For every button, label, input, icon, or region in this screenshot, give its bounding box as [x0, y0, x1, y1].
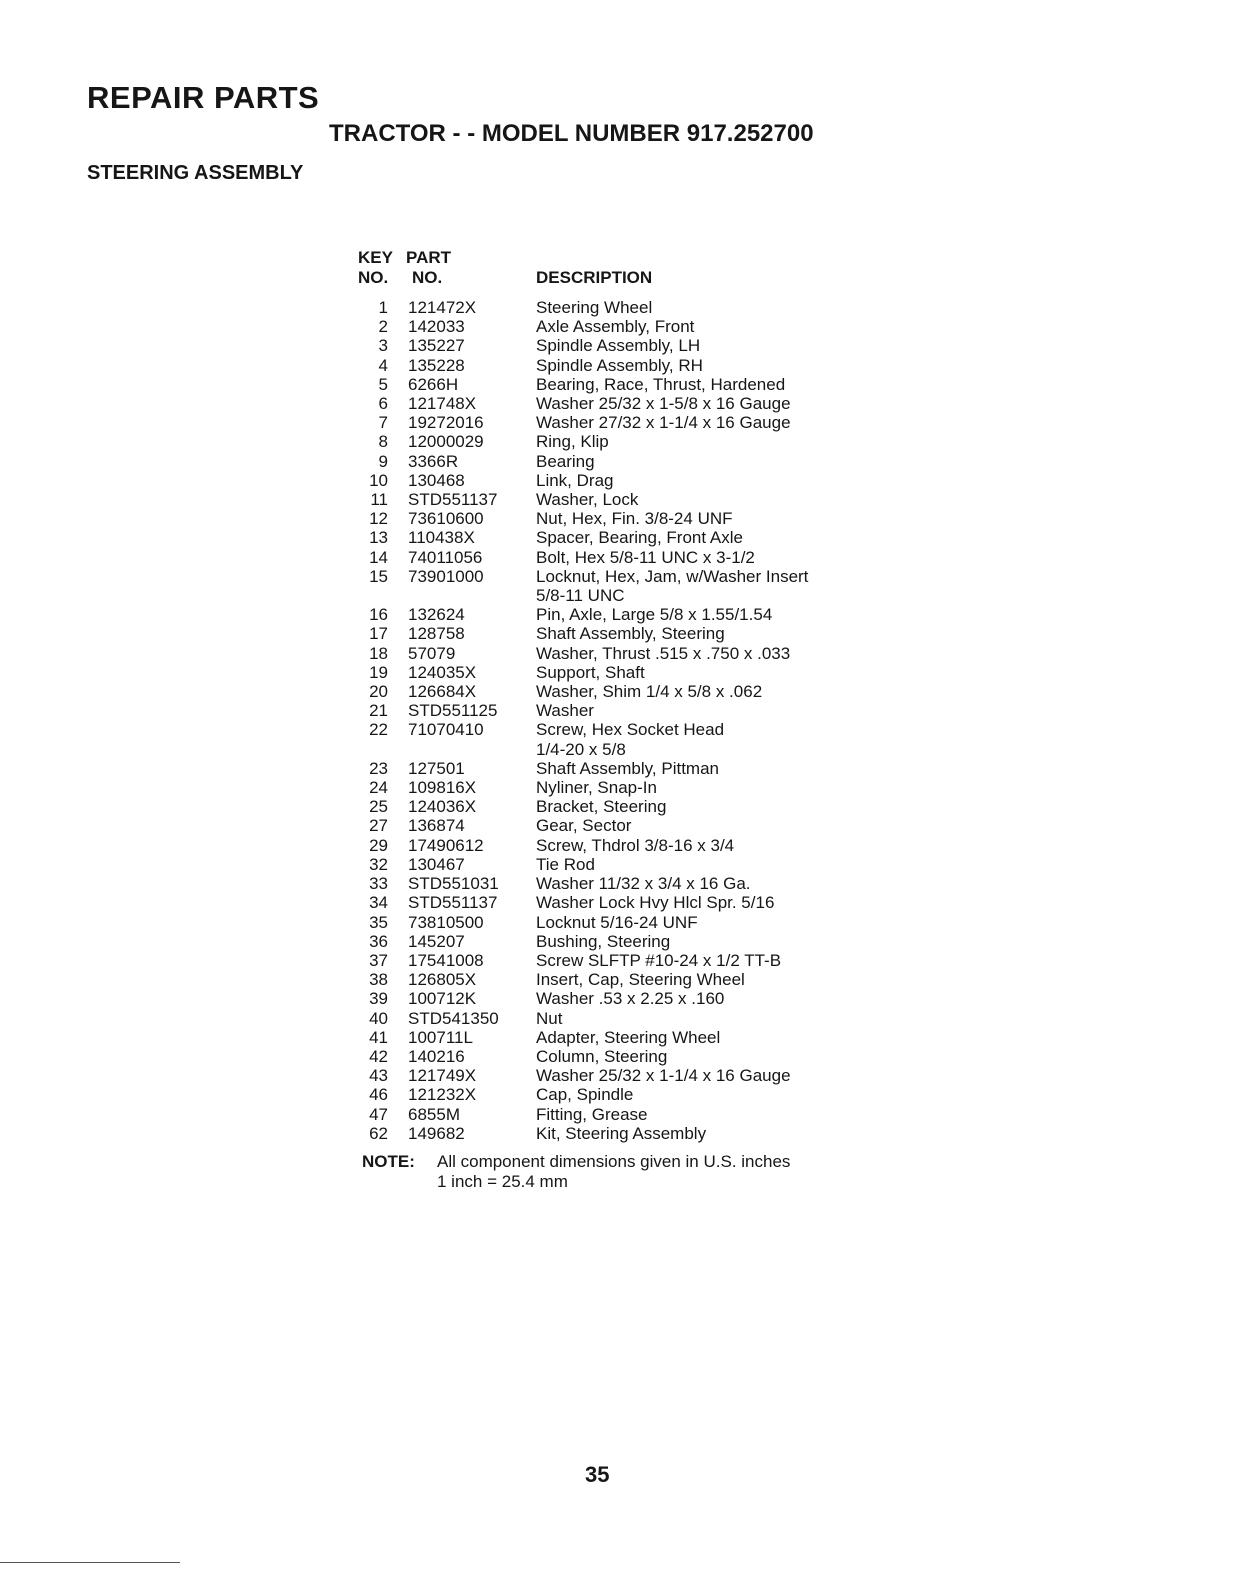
part-no-cell: 130467 [408, 854, 465, 874]
key-no-cell: 13 [369, 528, 388, 548]
part-no-cell: 126805X [408, 970, 477, 990]
key-no-cell: 25 [369, 797, 388, 817]
key-no-cell: 27 [369, 816, 388, 836]
key-no-cell: 16 [369, 605, 388, 625]
col-desc-heading: DESCRIPTION [536, 268, 653, 287]
table-row [360, 624, 920, 643]
table-row [360, 375, 920, 394]
key-no-cell: 37 [369, 950, 388, 970]
part-no-cell: STD551137 [408, 893, 498, 913]
table-row [360, 298, 920, 317]
key-no-cell: 19 [369, 662, 388, 682]
key-no-cell: 20 [369, 682, 388, 702]
key-no-cell: 9 [378, 451, 388, 471]
table-row [360, 1124, 920, 1143]
part-no-cell: 140216 [408, 1046, 465, 1066]
description-cell: Washer 27/32 x 1-1/4 x 16 Gauge [536, 413, 791, 433]
table-row [360, 336, 920, 355]
part-no-cell: STD541350 [408, 1008, 499, 1028]
note-label: NOTE: [362, 1152, 415, 1171]
part-no-cell: 130468 [408, 470, 465, 490]
table-row [360, 970, 920, 989]
table-row [360, 874, 920, 893]
key-no-cell: 36 [369, 931, 388, 951]
key-no-cell: 32 [369, 854, 388, 874]
table-row [360, 893, 920, 912]
description-cell: Kit, Steering Assembly [536, 1123, 707, 1143]
table-row [360, 317, 920, 336]
table-row [360, 356, 920, 375]
description-cell: Washer, Thrust .515 x .750 x .033 [536, 643, 791, 663]
description-cell: Washer 25/32 x 1-5/8 x 16 Gauge [536, 394, 791, 414]
description-cell: Nut [536, 1008, 563, 1028]
part-no-cell: 73610600 [408, 509, 484, 529]
part-no-cell: 100711L [408, 1027, 473, 1047]
key-no-cell: 62 [369, 1123, 388, 1143]
key-no-cell: 46 [369, 1085, 388, 1105]
key-no-cell: 5 [378, 374, 388, 394]
description-cell: Steering Wheel [536, 298, 653, 317]
model-heading: TRACTOR - - MODEL NUMBER 917.252700 [329, 120, 814, 147]
part-no-cell: 135227 [408, 336, 465, 356]
description-cell: Ring, Klip [536, 432, 609, 452]
key-no-cell: 39 [369, 989, 388, 1009]
part-no-cell: 127501 [408, 758, 465, 778]
table-row [360, 586, 920, 605]
description-cell: Bearing, Race, Thrust, Hardened [536, 374, 786, 394]
description-cell: Locknut 5/16-24 UNF [536, 912, 698, 932]
description-cell: Washer Lock Hvy Hlcl Spr. 5/16 [536, 893, 775, 913]
part-no-cell: 121749X [408, 1066, 477, 1086]
description-cell: Spindle Assembly, RH [536, 355, 703, 375]
note-line-2: 1 inch = 25.4 mm [437, 1172, 568, 1191]
part-no-cell: 121748X [408, 394, 477, 414]
scan-edge-line [0, 1562, 180, 1563]
table-row [360, 471, 920, 490]
key-no-cell: 18 [369, 643, 388, 663]
part-no-cell: 6266H [408, 374, 459, 394]
table-row [360, 836, 920, 855]
description-cell: Washer 25/32 x 1-1/4 x 16 Gauge [536, 1066, 791, 1086]
key-no-cell: 24 [369, 778, 388, 798]
key-no-cell: 43 [369, 1066, 388, 1086]
key-no-cell: 4 [378, 355, 388, 375]
description-cell: 5/8-11 UNC [536, 586, 625, 606]
part-no-cell: 135228 [408, 355, 465, 375]
col-key-heading-line2: NO. [358, 268, 389, 287]
description-cell: Washer, Shim 1/4 x 5/8 x .062 [536, 682, 763, 702]
part-no-cell: 149682 [408, 1123, 465, 1143]
key-no-cell: 12 [369, 509, 388, 529]
key-no-cell [360, 740, 388, 759]
part-no-cell: 126684X [408, 682, 477, 702]
key-no-cell: 42 [369, 1046, 388, 1066]
table-row [360, 1028, 920, 1047]
part-no-cell: 121232X [408, 1085, 477, 1105]
table-row [360, 778, 920, 797]
key-no-cell: 7 [378, 413, 388, 433]
table-row [360, 394, 920, 413]
part-no-cell: 73810500 [408, 912, 484, 932]
key-no-cell: 2 [378, 317, 388, 337]
key-no-cell: 38 [369, 970, 388, 990]
description-cell: Bolt, Hex 5/8-11 UNC x 3-1/2 [536, 547, 755, 567]
key-no-cell: 11 [370, 490, 388, 510]
part-no-cell: STD551031 [408, 874, 499, 894]
key-no-cell: 33 [369, 874, 388, 894]
part-no-cell: 124035X [408, 662, 477, 682]
part-no-cell: 128758 [408, 624, 465, 644]
description-cell: Adapter, Steering Wheel [536, 1027, 721, 1047]
table-row [360, 701, 920, 720]
part-no-cell: 124036X [408, 797, 477, 817]
description-cell: Pin, Axle, Large 5/8 x 1.55/1.54 [536, 605, 773, 625]
description-cell: Axle Assembly, Front [536, 317, 695, 337]
description-cell: 1/4-20 x 5/8 [536, 739, 626, 759]
part-no-cell: 136874 [408, 816, 465, 836]
table-row [360, 989, 920, 1008]
col-key-heading-line1: KEY [358, 248, 393, 267]
part-no-cell: 6855M [408, 1104, 460, 1124]
key-no-cell: 17 [369, 624, 388, 644]
table-row [360, 548, 920, 567]
key-no-cell: 1 [378, 298, 388, 317]
description-cell: Washer, Lock [536, 490, 639, 510]
part-no-cell: 110438X [408, 528, 475, 548]
description-cell: Bearing [536, 451, 595, 471]
description-cell: Washer 11/32 x 3/4 x 16 Ga. [536, 874, 751, 894]
part-no-cell: 71070410 [408, 720, 484, 740]
description-cell: Bushing, Steering [536, 931, 671, 951]
key-no-cell: 35 [369, 912, 388, 932]
table-row [360, 413, 920, 432]
part-no-cell: STD551125 [408, 701, 498, 721]
table-row [360, 855, 920, 874]
table-row [360, 1047, 920, 1066]
table-row [360, 740, 920, 759]
page-number: 35 [585, 1462, 610, 1487]
table-row [360, 528, 920, 547]
table-row [360, 1085, 920, 1104]
part-no-cell: 17541008 [408, 950, 484, 970]
key-no-cell: 47 [369, 1104, 388, 1124]
key-no-cell: 14 [369, 547, 388, 567]
table-row [360, 509, 920, 528]
key-no-cell: 15 [369, 566, 388, 586]
key-no-cell: 29 [369, 835, 388, 855]
part-no-cell: 100712K [408, 989, 477, 1009]
key-no-cell: 3 [378, 336, 388, 356]
description-cell: Locknut, Hex, Jam, w/Washer Insert [536, 566, 809, 586]
description-cell: Spacer, Bearing, Front Axle [536, 528, 743, 548]
description-cell: Cap, Spindle [536, 1085, 634, 1105]
description-cell: Nyliner, Snap-In [536, 778, 657, 798]
part-no-cell: 3366R [408, 451, 459, 471]
table-row [360, 605, 920, 624]
table-row [360, 644, 920, 663]
table-row [360, 759, 920, 778]
table-row [360, 951, 920, 970]
table-row [360, 567, 920, 586]
col-part-heading-line2: NO. [412, 268, 443, 287]
description-cell: Support, Shaft [536, 662, 645, 682]
part-no-cell: 57079 [408, 643, 456, 663]
part-no-cell: 121472X [408, 298, 477, 317]
description-cell: Fitting, Grease [536, 1104, 648, 1124]
col-part-heading-line1: PART [406, 248, 452, 267]
description-cell: Screw, Thdrol 3/8-16 x 3/4 [536, 835, 735, 855]
key-no-cell: 40 [369, 1008, 388, 1028]
table-row [360, 490, 920, 509]
part-no-cell: 17490612 [408, 835, 484, 855]
key-no-cell: 8 [378, 432, 388, 452]
table-row [360, 663, 920, 682]
description-cell: Shaft Assembly, Pittman [536, 758, 719, 778]
part-no-cell: 109816X [408, 778, 477, 798]
key-no-cell: 10 [369, 470, 388, 490]
description-cell: Shaft Assembly, Steering [536, 624, 725, 644]
note-line-1: All component dimensions given in U.S. inches [437, 1152, 791, 1171]
table-row [360, 720, 920, 739]
description-cell: Column, Steering [536, 1046, 668, 1066]
part-no-cell: 74011056 [408, 547, 483, 567]
table-row [360, 682, 920, 701]
parts-list [360, 298, 920, 1143]
description-cell: Screw, Hex Socket Head [536, 720, 725, 740]
description-cell: Bracket, Steering [536, 797, 667, 817]
table-row [360, 1009, 920, 1028]
key-no-cell: 21 [369, 701, 388, 721]
table-row [360, 452, 920, 471]
description-cell: Washer .53 x 2.25 x .160 [536, 989, 725, 1009]
part-no-cell: 73901000 [408, 566, 484, 586]
table-row [360, 1066, 920, 1085]
part-no-cell: 145207 [408, 931, 465, 951]
part-no-cell: 142033 [408, 317, 465, 337]
description-cell: Gear, Sector [536, 816, 632, 836]
table-row [360, 797, 920, 816]
part-no-cell: 132624 [408, 605, 465, 625]
table-row [360, 913, 920, 932]
description-cell: Nut, Hex, Fin. 3/8-24 UNF [536, 509, 733, 529]
description-cell: Tie Rod [536, 854, 595, 874]
description-cell: Screw SLFTP #10-24 x 1/2 TT-B [536, 950, 782, 970]
part-no-cell: 12000029 [408, 432, 484, 452]
part-no-cell: STD551137 [408, 490, 498, 510]
description-cell: Washer [536, 701, 594, 721]
table-row [360, 816, 920, 835]
description-cell: Insert, Cap, Steering Wheel [536, 970, 745, 990]
part-no-cell [408, 586, 536, 605]
key-no-cell: 23 [369, 758, 388, 778]
page-title: REPAIR PARTS [87, 80, 320, 115]
part-no-cell [408, 740, 536, 759]
key-no-cell [360, 586, 388, 605]
table-row [360, 932, 920, 951]
key-no-cell: 6 [378, 394, 388, 414]
key-no-cell: 34 [369, 893, 388, 913]
key-no-cell: 22 [369, 720, 388, 740]
part-no-cell: 19272016 [408, 413, 484, 433]
table-row [360, 432, 920, 451]
section-heading: STEERING ASSEMBLY [87, 162, 304, 184]
table-row [360, 1105, 920, 1124]
description-cell: Link, Drag [536, 470, 614, 490]
key-no-cell: 41 [369, 1027, 388, 1047]
description-cell: Spindle Assembly, LH [536, 336, 701, 356]
